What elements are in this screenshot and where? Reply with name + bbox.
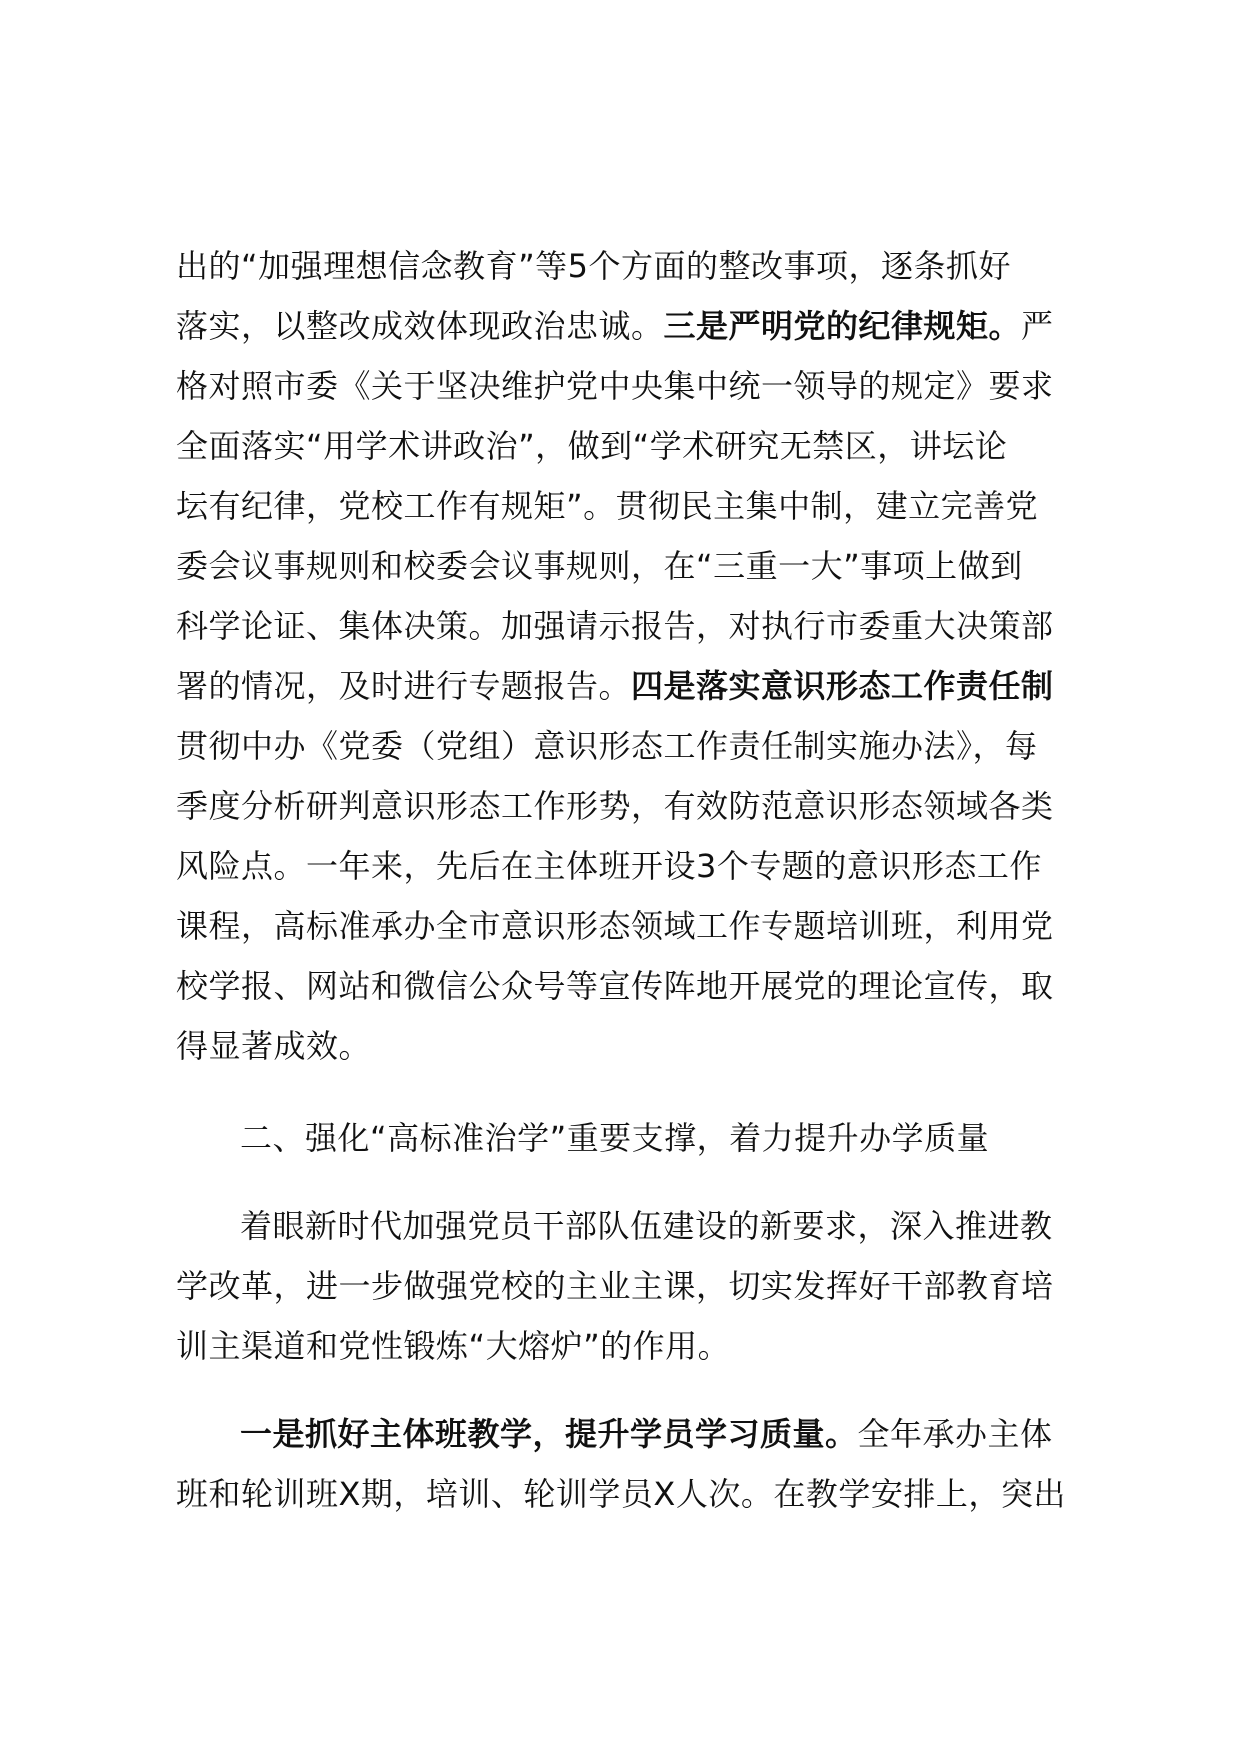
section-heading: 二、强化“高标准治学”重要支撑，着力提升办学质量 bbox=[240, 1119, 990, 1157]
document-body bbox=[176, 236, 1106, 1524]
paragraph-line: 班和轮训班X期，培训、轮训学员X人次。在教学安排上，突出 bbox=[176, 1475, 1066, 1513]
paragraph-line: 格对照市委《关于坚决维护党中央集中统一领导的规定》要求 bbox=[176, 367, 1054, 405]
text-run: 落实，以整改成效体现政治忠诚。 bbox=[176, 307, 664, 345]
paragraph-line: 校学报、网站和微信公众号等宣传阵地开展党的理论宣传，取 bbox=[176, 967, 1054, 1005]
spacer bbox=[176, 1168, 1106, 1196]
text-run: 署的情况，及时进行专题报告。 bbox=[176, 667, 632, 705]
paragraph-line: 季度分析研判意识形态工作形势，有效防范意识形态领域各类 bbox=[176, 787, 1054, 825]
paragraph-line: 贯彻中办《党委（党组）意识形态工作责任制实施办法》，每 bbox=[176, 727, 1038, 765]
paragraph-line: 得显著成效。 bbox=[176, 1027, 372, 1065]
text-run: 严 bbox=[1021, 307, 1054, 345]
paragraph-line: 着眼新时代加强党员干部队伍建设的新要求，深入推进教 bbox=[240, 1207, 1053, 1245]
bold-lead-in: 一是抓好主体班教学，提升学员学习质量。 bbox=[240, 1415, 858, 1453]
paragraph-line: 风险点。一年来，先后在主体班开设3个专题的意识形态工作 bbox=[176, 847, 1042, 885]
paragraph-line: 全面落实“用学术讲政治”，做到“学术研究无禁区，讲坛论 bbox=[176, 427, 1008, 465]
paragraph-line: 委会议事规则和校委会议事规则，在“三重一大”事项上做到 bbox=[176, 547, 1023, 585]
paragraph-line bbox=[176, 656, 1106, 716]
paragraph-line bbox=[176, 1404, 1106, 1464]
bold-lead-in: 四是落实意识形态工作责任制 bbox=[631, 667, 1054, 705]
paragraph-line: 科学论证、集体决策。加强请示报告，对执行市委重大决策部 bbox=[176, 607, 1054, 645]
bold-lead-in: 三是严明党的纪律规矩。 bbox=[663, 307, 1022, 345]
paragraph-line: 坛有纪律，党校工作有规矩”。贯彻民主集中制，建立完善党 bbox=[176, 487, 1039, 525]
paragraph-line: 课程，高标准承办全市意识形态领域工作专题培训班，利用党 bbox=[176, 907, 1054, 945]
spacer bbox=[176, 1376, 1106, 1404]
paragraph-line bbox=[176, 296, 1106, 356]
paragraph-line: 训主渠道和党性锻炼“大熔炉”的作用。 bbox=[176, 1327, 731, 1365]
paragraph-line: 出的“加强理想信念教育”等5个方面的整改事项，逐条抓好 bbox=[176, 247, 1012, 285]
spacer bbox=[176, 1076, 1106, 1108]
text-run: 全年承办主体 bbox=[857, 1415, 1053, 1453]
paragraph-line: 学改革，进一步做强党校的主业主课，切实发挥好干部教育培 bbox=[176, 1267, 1054, 1305]
